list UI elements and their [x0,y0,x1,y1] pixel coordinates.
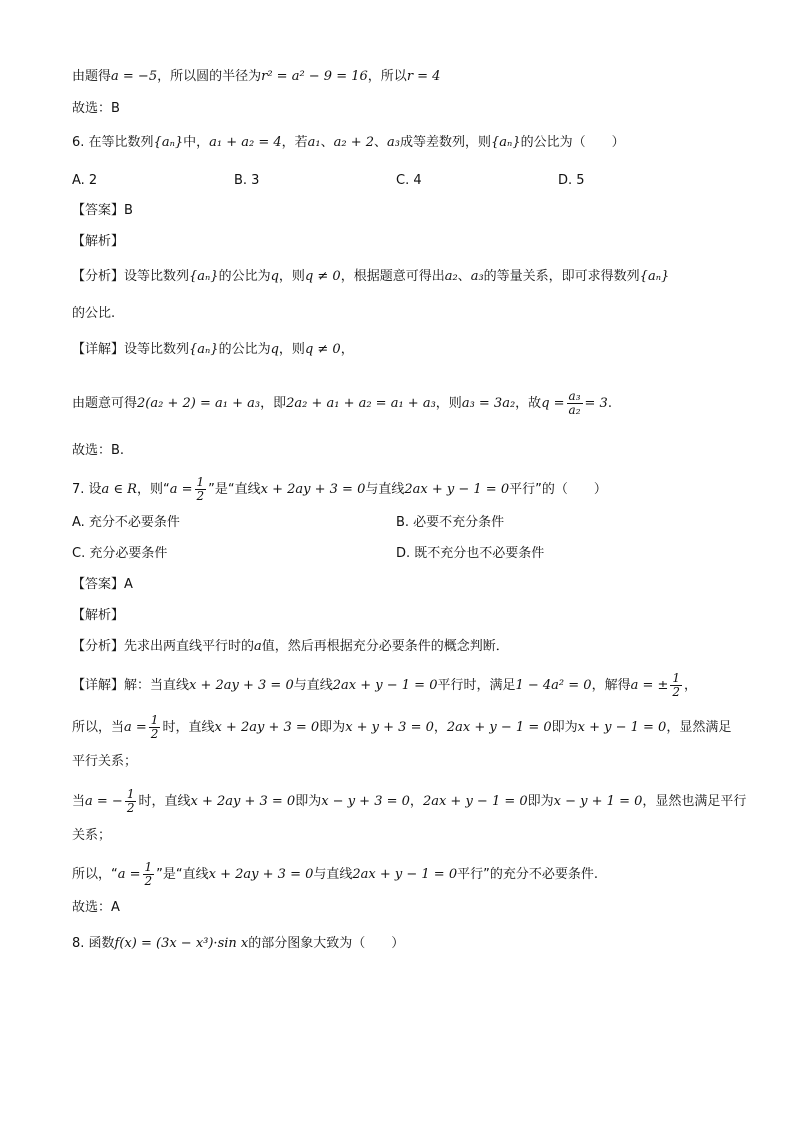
text: ，则 [435,396,462,411]
q7-fenxi [72,636,734,658]
math: q [270,342,279,357]
math: a₂ [444,269,458,284]
fraction [149,714,161,741]
q7-answer: 【答案】A [72,577,133,592]
math: r = 4 [406,69,441,84]
text: 的公比为 [218,342,271,357]
q7-conclusion [72,861,734,888]
math: a = [169,482,193,497]
fraction [143,861,155,888]
q7-case2-tail: 关系； [72,828,112,843]
text: 与直线 [293,678,333,693]
text: 由题意可得 [72,396,138,411]
text: 当 [72,794,86,809]
text: ，解得 [591,678,631,693]
q8-stem [72,933,734,955]
fraction-numerator: a₃ [568,389,581,403]
text: ，若 [281,135,308,150]
math: a = [124,720,147,735]
math: a [254,639,262,654]
text: ，所以 [367,69,407,84]
fraction-denominator: 2 [672,685,681,699]
q6-choose: 故选：B. [72,443,125,458]
q7-choose: 故选：A [72,900,120,915]
fraction-numerator: 1 [144,860,153,874]
q7-option-d: D. 既不充分也不必要条件 [396,546,545,561]
math: 2ax + y − 1 = 0 [446,720,552,735]
text: 的部分图象大致为（ ） [248,936,405,951]
q7-xiangjie [72,672,734,699]
text: 6. 在等比数列 [72,135,154,150]
math: a₂ + 2 [333,135,375,150]
text: ，即 [260,396,287,411]
text: 的公比为 [218,269,271,284]
text: ”是“直线 [208,482,261,497]
text: ，故 [515,396,542,411]
q6-option-b: B. 3 [234,173,260,188]
math: = 3 [584,396,608,411]
text: ，显然也满足平行 [642,794,747,809]
math: q = [541,396,565,411]
text: ，则 [278,342,305,357]
math: q ≠ 0 [304,269,341,284]
math: x + y − 1 = 0 [577,720,667,735]
text: 平行”的充分不必要条件. [457,867,598,882]
q6-fenxi-tail: 的公比. [72,306,116,321]
q6-option-a: A. 2 [72,173,98,188]
q7-option-a: A. 充分不必要条件 [72,515,180,530]
math: a = ± [630,678,669,693]
fraction [195,476,207,503]
text: 成等差数列，则 [400,135,492,150]
q6-option-d: D. 5 [558,173,585,188]
q6-answer: 【答案】B [72,203,133,218]
text: ”是“直线 [156,867,209,882]
text: 的公比为（ ） [520,135,625,150]
text: 平行时，满足 [437,678,516,693]
text: 所以，当 [72,720,125,735]
text: 时，直线 [162,720,215,735]
q6-fenxi [72,266,734,288]
text: 【详解】解：当直线 [72,678,190,693]
text: ，则“ [136,482,170,497]
fraction-denominator: 2 [144,874,153,888]
text: ，则 [278,269,305,284]
math: x + 2ay + 3 = 0 [214,720,320,735]
math: f(x) = (3x − x³)·sin x [114,936,249,951]
math: x + 2ay + 3 = 0 [208,867,314,882]
math: a = −5 [111,69,158,84]
math: q [270,269,279,284]
text: ， [340,342,354,357]
q7-stem [72,476,734,503]
fraction-numerator: 1 [196,475,205,489]
text: ，根据题意可得出 [340,269,445,284]
math: {aₙ} [189,342,219,357]
math: {aₙ} [189,269,219,284]
fraction [567,390,583,417]
math: a = − [85,794,123,809]
text: . [607,396,612,411]
fraction-denominator: 2 [126,801,135,815]
math: {aₙ} [639,269,670,284]
q6-stem [72,132,734,154]
math: x + 2ay + 3 = 0 [190,794,296,809]
math: q ≠ 0 [304,342,341,357]
text: ， [409,794,423,809]
text: ，所以圆的半径为 [157,69,262,84]
text: 由题得 [72,69,112,84]
fraction-numerator: 1 [150,713,159,727]
math: 2ax + y − 1 = 0 [332,678,438,693]
math: a₃ = 3a₂ [461,396,516,411]
text: 、 [320,135,334,150]
q7-option-b: B. 必要不充分条件 [396,515,505,530]
math: 2(a₂ + 2) = a₁ + a₃ [137,396,261,411]
math: 2ax + y − 1 = 0 [404,482,510,497]
q7-case2 [72,787,747,815]
fraction-numerator: 1 [126,787,135,801]
fraction-denominator: 2 [196,489,205,503]
text: 平行”的（ ） [509,482,607,497]
q7-case1-tail: 平行关系； [72,754,138,769]
text: ， [684,678,698,693]
math: a₁ + a₂ = 4 [209,135,282,150]
text: 、 [457,269,471,284]
q7-case1 [72,714,734,741]
text: 中， [183,135,210,150]
math: 2ax + y − 1 = 0 [352,867,458,882]
text: ， [433,720,447,735]
text: 、 [374,135,388,150]
fraction [125,788,137,815]
fraction-numerator: 1 [672,671,681,685]
math: a₃ [387,135,401,150]
text: 【分析】设等比数列 [72,269,190,284]
math: a₁ [307,135,321,150]
fraction-denominator: 2 [150,727,159,741]
text: 【分析】先求出两直线平行时的 [72,639,255,654]
math: x − y + 3 = 0 [321,794,410,809]
text: 的等量关系，即可求得数列 [483,269,640,284]
fraction [670,672,682,699]
q6-option-c: C. 4 [396,173,422,188]
q5-solution-line [72,66,734,88]
text: 值，然后再根据充分必要条件的概念判断． [261,639,509,654]
q7-option-c: C. 充分必要条件 [72,546,168,561]
text: 【详解】设等比数列 [72,342,190,357]
q6-jiexi: 【解析】 [72,234,125,249]
math: a₃ [470,269,484,284]
text: 7. 设 [72,482,102,497]
text: 即为 [551,720,578,735]
q5-choose: 故选：B [72,101,120,116]
math: 2ax + y − 1 = 0 [422,794,528,809]
math: a ∈ R [101,482,137,497]
math: 1 − 4a² = 0 [515,678,592,693]
math: a = [117,867,141,882]
math: {aₙ} [491,135,521,150]
q7-jiexi: 【解析】 [72,608,125,623]
math: 2a₂ + a₁ + a₂ = a₁ + a₃ [286,396,436,411]
fraction-denominator: a₂ [568,403,581,417]
math: x − y + 1 = 0 [553,794,643,809]
q6-xiangjie [72,339,734,361]
text: 即为 [295,794,322,809]
math: x + y + 3 = 0 [345,720,434,735]
math: x + 2ay + 3 = 0 [189,678,294,693]
math: r² = a² − 9 = 16 [261,69,368,84]
text: 时，直线 [138,794,191,809]
math: x + 2ay + 3 = 0 [260,482,366,497]
text: 8. 函数 [72,936,115,951]
math: {aₙ} [153,135,184,150]
text: 与直线 [313,867,353,882]
text: 所以，“ [72,867,118,882]
text: ，显然满足 [666,720,732,735]
text: 与直线 [365,482,405,497]
text: 即为 [319,720,346,735]
text: 即为 [527,794,554,809]
q6-derivation [72,390,734,417]
